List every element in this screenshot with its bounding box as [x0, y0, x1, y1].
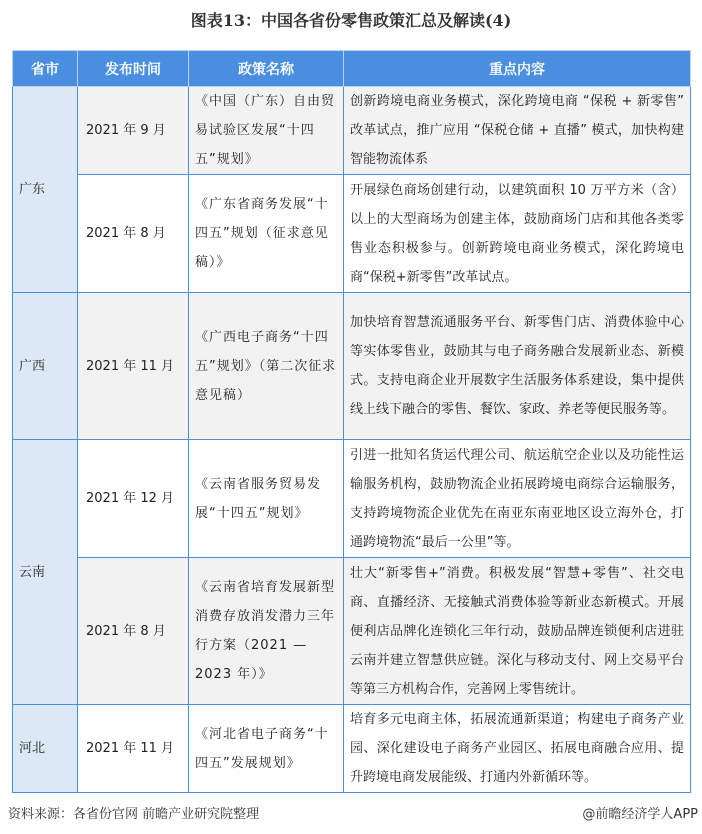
header-content: 重点内容	[344, 51, 691, 87]
policy-name-cell: 《云南省服务贸易发展“十四五”规划》	[189, 440, 344, 558]
table-row	[13, 558, 691, 705]
page-title: 图表13：中国各省份零售政策汇总及解读(4)	[190, 11, 512, 30]
table-row	[13, 87, 691, 175]
table-header	[13, 51, 691, 87]
province-cell: 河北	[13, 705, 78, 793]
table-row	[13, 440, 691, 558]
content-cell: 开展绿色商场创建行动，以建筑面积 10 万平方米（含）以上的大型商场为创建主体，鼓励商场门店和其他各类零售业态积极参与。创新跨境电商业务模式，深化跨境电商“保税+新零售”改革试点。	[344, 175, 691, 293]
content-cell: 培育多元电商主体，拓展流通新渠道；构建电子商务产业园、深化建设电子商务产业园区、拓展电商融合应用、提升跨境电商发展能级、打通内外新循环等。	[344, 705, 691, 793]
table-row	[13, 293, 691, 440]
source-note: 资料来源：各省份官网 前瞻产业研究院整理	[8, 807, 260, 822]
date-cell: 2021 年 11 月	[78, 705, 189, 793]
policy-name-cell: 《广东省商务发展“十四五”规划（征求意见稿）》	[189, 175, 344, 293]
content-cell: 壮大“新零售+”消费。积极发展“智慧+零售”、社交电商、直播经济、无接触式消费体验等新业态新模式。开展便利店品牌化连锁化三年行动，鼓励品牌连锁便利店进驻云南并建立智慧供应链。深化与移动支付、网上交易平台等第三方机构合作，完善网上零售统计。	[344, 558, 691, 705]
policy-name-cell: 《中国（广东）自由贸易试验区发展“十四五”规划》	[189, 87, 344, 175]
table-row	[13, 175, 691, 293]
credit-label: @前瞻经济学人APP	[582, 807, 698, 822]
content-cell: 引进一批知名货运代理公司、航运航空企业以及功能性运输服务机构，鼓励物流企业拓展跨境电商综合运输服务，支持跨境物流企业优先在南亚东南亚地区设立海外仓，打通跨境物流“最后一公里”等。	[344, 440, 691, 558]
date-cell: 2021 年 12 月	[78, 440, 189, 558]
province-cell: 广东	[13, 87, 78, 293]
header-date: 发布时间	[78, 51, 189, 87]
header-policy-name: 政策名称	[189, 51, 344, 87]
header-province: 省市	[13, 51, 78, 87]
province-cell: 广西	[13, 293, 78, 440]
policy-name-cell: 《河北省电子商务“十四五”发展规划》	[189, 705, 344, 793]
policy-name-cell: 《云南省培育发展新型消费存放消发潜力三年行方案（2021 — 2023 年）》	[189, 558, 344, 705]
date-cell: 2021 年 11 月	[78, 293, 189, 440]
policy-table	[12, 50, 691, 793]
date-cell: 2021 年 8 月	[78, 558, 189, 705]
table-row	[13, 705, 691, 793]
content-cell: 创新跨境电商业务模式，深化跨境电商 “保税 + 新零售” 改革试点，推广应用 “保税仓储 + 直播” 模式，加快构建智能物流体系	[344, 87, 691, 175]
date-cell: 2021 年 8 月	[78, 175, 189, 293]
policy-name-cell: 《广西电子商务“十四五”规划》（第二次征求意见稿）	[189, 293, 344, 440]
date-cell: 2021 年 9 月	[78, 87, 189, 175]
province-cell: 云南	[13, 440, 78, 705]
content-cell: 加快培育智慧流通服务平台、新零售门店、消费体验中心等实体零售业，鼓励其与电子商务融合发展新业态、新模式。支持电商企业开展数字生活服务体系建设，集中提供线上线下融合的零售、餐饮、家政、养老等便民服务等。	[344, 293, 691, 440]
